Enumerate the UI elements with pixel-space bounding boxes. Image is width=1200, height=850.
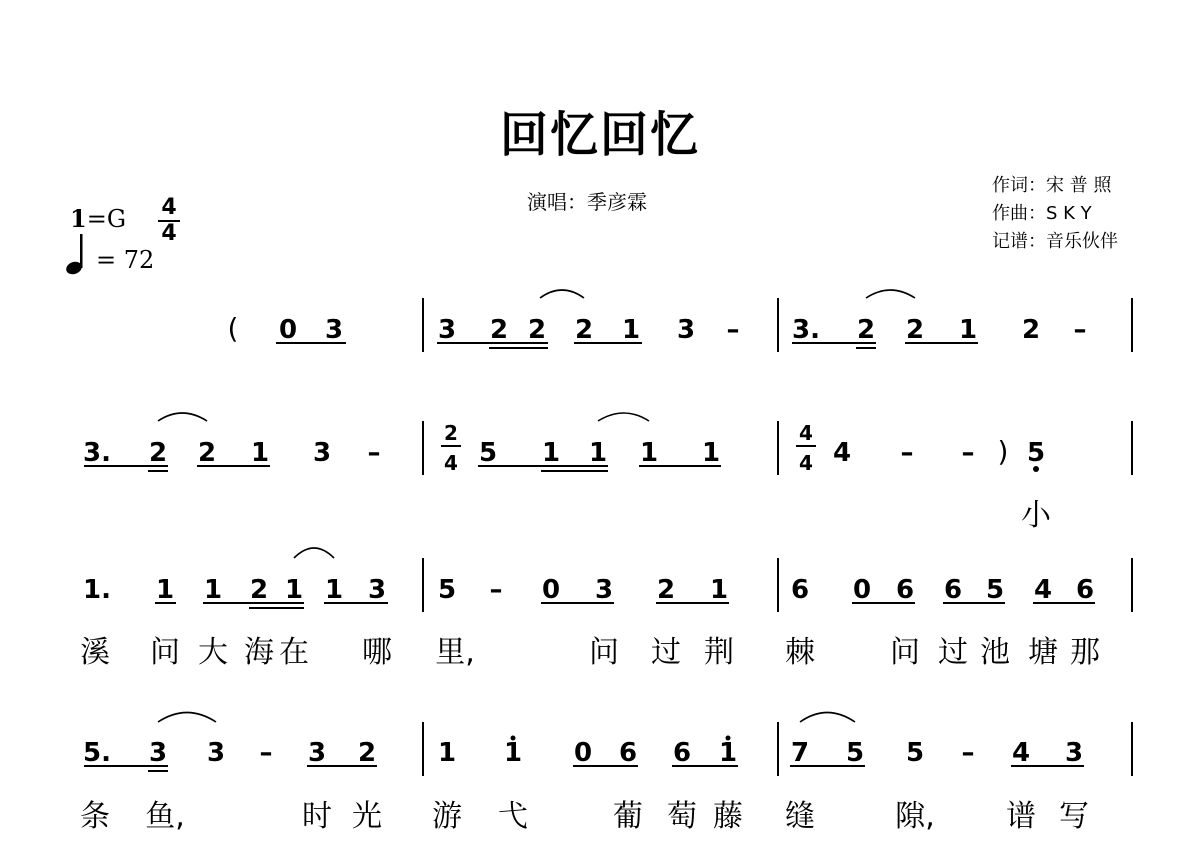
note-r1-8: 1	[621, 315, 641, 345]
note-r4-3: 3	[206, 738, 226, 768]
note-r2-16: 5	[1026, 438, 1046, 468]
note-r1-4: 3	[437, 315, 457, 345]
svg-text:2: 2	[444, 421, 458, 445]
note-r4-9: 0	[573, 738, 593, 768]
note-r3-3: 1	[203, 575, 223, 605]
lyric-r4-4: 光	[352, 799, 382, 834]
time-signature-bottom: 4	[161, 221, 177, 246]
note-r4-2: 3	[148, 738, 168, 768]
note-r4-15: 5	[905, 738, 925, 768]
note-r1-12: 2	[856, 315, 876, 345]
time-signature-top: 4	[161, 195, 177, 220]
note-r2-2: 2	[148, 438, 168, 468]
note-r3-14: 6	[790, 575, 810, 605]
note-r3-18: 5	[985, 575, 1005, 605]
beams	[84, 343, 1095, 771]
note-r2-6: –	[367, 438, 381, 468]
svg-text:4: 4	[444, 451, 458, 475]
lyric-r3-3: 大	[198, 635, 228, 670]
note-r3-9: –	[489, 575, 503, 605]
composer-credit: 作曲：S K Y	[992, 203, 1092, 224]
note-r2-12: 4	[832, 438, 852, 468]
lyric-r4-12: 谱	[1006, 799, 1036, 834]
lyric-r4-10: 缝	[785, 799, 815, 834]
lyric-r3-7: 里,	[435, 635, 475, 670]
note-r1-3: 3	[324, 315, 344, 345]
lyric-r3-13: 过	[938, 635, 968, 670]
lyric-r3-9: 过	[651, 635, 681, 670]
lyric-r2-1: 小	[1021, 498, 1051, 533]
note-r2-10: 1	[639, 438, 659, 468]
lyric-r4-7: 葡	[613, 799, 643, 834]
note-r4-17: 4	[1011, 738, 1031, 768]
lyric-r4-8: 萄	[667, 799, 697, 834]
lyric-r3-6: 哪	[362, 635, 392, 670]
note-r1-2: 0	[278, 315, 298, 345]
note-r3-10: 0	[541, 575, 561, 605]
note-r4-16: –	[961, 738, 975, 768]
note-r3-2: 1	[155, 575, 175, 605]
note-r4-5: 3	[307, 738, 327, 768]
note-r4-13: 7	[790, 738, 810, 768]
note-r3-12: 2	[656, 575, 676, 605]
song-title: 回忆回忆	[499, 107, 700, 163]
note-r3-16: 6	[895, 575, 915, 605]
note-r4-18: 3	[1064, 738, 1084, 768]
lyric-r4-3: 时	[302, 799, 332, 834]
lyric-r3-14: 池	[980, 635, 1010, 670]
note-r4-4: –	[259, 738, 273, 768]
lyric-r4-13: 写	[1059, 799, 1089, 834]
note-r3-7: 3	[367, 575, 387, 605]
note-r3-11: 3	[594, 575, 614, 605]
lyric-r4-6: 弋	[498, 799, 528, 834]
note-r4-12: 1	[718, 738, 738, 768]
note-r4-11: 6	[672, 738, 692, 768]
note-r2-5: 3	[312, 438, 332, 468]
note-r2-1: 3.	[83, 438, 111, 468]
lyric-r3-15: 塘	[1028, 635, 1058, 670]
note-r3-19: 4	[1033, 575, 1053, 605]
barlines	[423, 298, 1132, 776]
transcriber-credit: 记谱：音乐伙伴	[992, 231, 1118, 252]
note-r4-14: 5	[845, 738, 865, 768]
note-r1-9: 3	[676, 315, 696, 345]
note-r3-13: 1	[709, 575, 729, 605]
lyric-r3-2: 问	[150, 635, 180, 670]
svg-text:4: 4	[799, 451, 813, 475]
tempo-marking: = 72	[96, 246, 155, 274]
note-r1-7: 2	[574, 315, 594, 345]
lyric-r3-16: 那	[1070, 635, 1100, 670]
note-r1-10: –	[726, 315, 740, 345]
lyric-r4-11: 隙,	[895, 799, 935, 834]
note-r2-8: 1	[541, 438, 561, 468]
lyric-r4-1: 条	[80, 799, 110, 834]
note-r3-8: 5	[437, 575, 457, 605]
note-r2-3: 2	[197, 438, 217, 468]
note-r1-14: 1	[958, 315, 978, 345]
key-equals: =G	[86, 205, 126, 233]
note-r4-6: 2	[357, 738, 377, 768]
note-r3-6: 1	[324, 575, 344, 605]
note-r2-13: –	[900, 438, 914, 468]
note-r1-13: 2	[905, 315, 925, 345]
note-r4-1: 5.	[83, 738, 111, 768]
lyric-r3-11: 棘	[785, 635, 815, 670]
note-r1-16: –	[1073, 315, 1087, 345]
lyric-r3-4: 海	[244, 635, 274, 670]
lyric-r4-5: 游	[432, 799, 462, 834]
note-r2-7: 5	[478, 438, 498, 468]
note-r3-4: 2	[249, 575, 269, 605]
note-r3-17: 6	[943, 575, 963, 605]
lyric-r4-9: 藤	[713, 799, 743, 834]
note-r2-9: 1	[588, 438, 608, 468]
lyric-r3-8: 问	[589, 635, 619, 670]
note-r2-15: )	[997, 435, 1009, 468]
note-r2-14: –	[961, 438, 975, 468]
note-r3-5: 1	[284, 575, 304, 605]
note-r1-1: (	[227, 312, 239, 345]
note-r1-6: 2	[527, 315, 547, 345]
lyricist-credit: 作词：宋 普 照	[992, 175, 1112, 196]
lyric-r4-2: 鱼,	[145, 799, 185, 834]
lyric-r3-1: 溪	[80, 635, 110, 670]
lyric-r3-10: 荆	[704, 635, 734, 670]
note-r4-10: 6	[618, 738, 638, 768]
singer-credit: 演唱：季彦霖	[527, 190, 647, 214]
note-r3-1: 1.	[83, 575, 111, 605]
note-r1-5: 2	[489, 315, 509, 345]
key-do: 1	[70, 204, 87, 233]
note-r2-11: 1	[701, 438, 721, 468]
note-r4-8: 1	[503, 738, 523, 768]
lyric-r3-12: 问	[890, 635, 920, 670]
note-r4-7: 1	[437, 738, 457, 768]
svg-text:4: 4	[799, 421, 813, 445]
note-r2-4: 1	[250, 438, 270, 468]
note-r1-11: 3.	[792, 315, 820, 345]
note-r3-15: 0	[852, 575, 872, 605]
note-r1-15: 2	[1021, 315, 1041, 345]
note-r3-20: 6	[1075, 575, 1095, 605]
lyric-r3-5: 在	[279, 635, 309, 670]
